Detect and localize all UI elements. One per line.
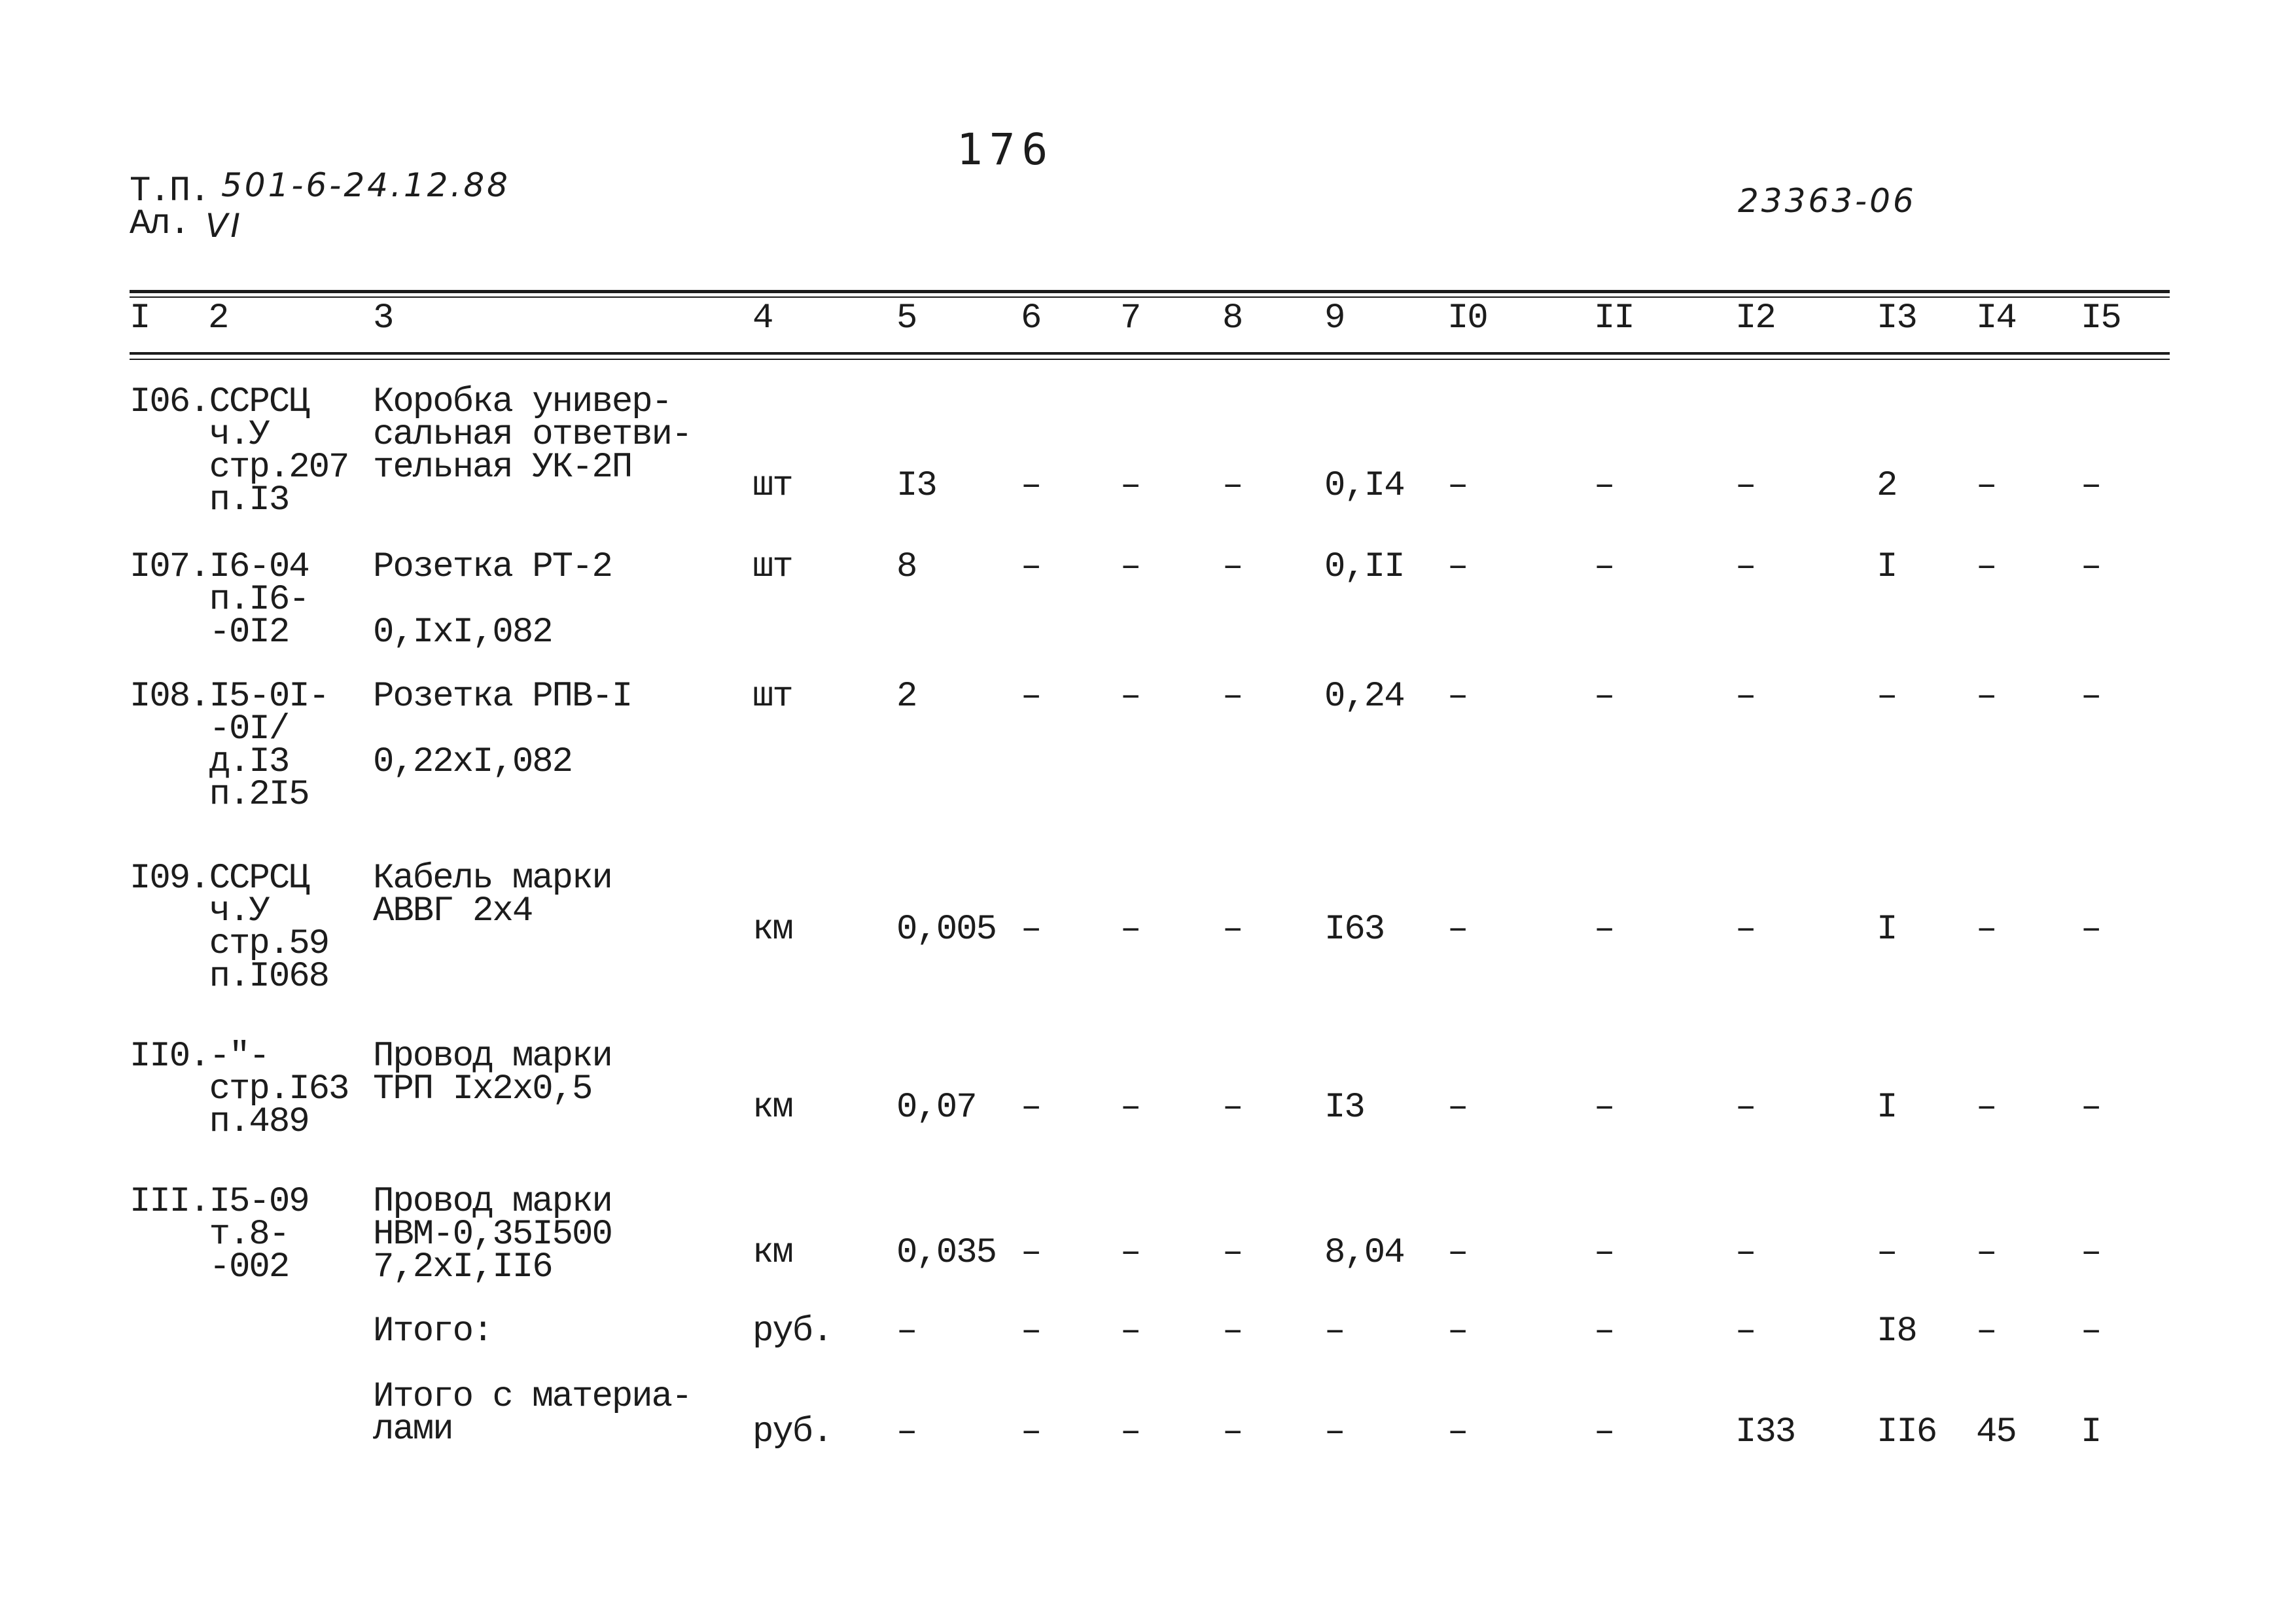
row-col-15: I [2081, 1412, 2101, 1452]
page-number: 176 [957, 124, 1055, 175]
row-col-10: – [1447, 677, 1468, 717]
row-col-14: – [1976, 1233, 1996, 1273]
row-col-11: – [1594, 910, 1614, 950]
column-header-14: I4 [1976, 298, 2016, 338]
row-col-12: – [1735, 466, 1756, 506]
row-col-11: – [1594, 547, 1614, 587]
row-col-11: – [1594, 1311, 1614, 1351]
row-col-8: – [1222, 910, 1243, 950]
row-col-10: – [1447, 910, 1468, 950]
row-col-10: – [1447, 1233, 1468, 1273]
row-col-6: – [1021, 1088, 1041, 1128]
row-col-10: – [1447, 1088, 1468, 1128]
row-col-7: – [1120, 1088, 1140, 1128]
row-description-note: 0,22xI,082 [373, 742, 573, 782]
row-col-8: – [1222, 1311, 1243, 1351]
row-reference: I06.ССРСЦ ч.У стр.207 п.I3 [130, 382, 349, 520]
row-unit: шт [752, 677, 792, 717]
row-description: Итого с материа- лами [373, 1377, 692, 1450]
row-col-9: – [1324, 1311, 1345, 1351]
row-col-7: – [1120, 466, 1140, 506]
row-col-14: – [1976, 466, 1996, 506]
row-col-12: – [1735, 1311, 1756, 1351]
row-col-9: – [1324, 1412, 1345, 1452]
row-col-15: – [2081, 547, 2101, 587]
column-header-10: I0 [1447, 298, 1487, 338]
row-col-6: – [1021, 1311, 1041, 1351]
row-col-9: 0,I4 [1324, 466, 1404, 506]
row-col-8: – [1222, 1233, 1243, 1273]
row-description: Итого: [373, 1311, 493, 1351]
row-col-5: 0,07 [896, 1088, 976, 1128]
row-col-5: 2 [896, 677, 917, 717]
row-col-5: – [896, 1412, 917, 1452]
row-reference: I09.ССРСЦ ч.У стр.59 п.I068 [130, 859, 329, 997]
row-col-15: – [2081, 466, 2101, 506]
row-reference: II0.-"- стр.I63 п.489 [130, 1037, 349, 1142]
row-col-14: 45 [1976, 1412, 2016, 1452]
row-col-7: – [1120, 1233, 1140, 1273]
row-col-12: I33 [1735, 1412, 1795, 1452]
column-header-3: 3 [373, 298, 393, 338]
row-col-9: 8,04 [1324, 1233, 1404, 1273]
row-col-13: – [1877, 677, 1897, 717]
column-header-13: I3 [1877, 298, 1916, 338]
row-col-11: – [1594, 1412, 1614, 1452]
row-col-15: – [2081, 1311, 2101, 1351]
row-col-13: I [1877, 910, 1897, 950]
row-col-7: – [1120, 910, 1140, 950]
row-col-9: I3 [1324, 1088, 1364, 1128]
row-description: Провод марки НВМ-0,35I500 7,2xI,II6 [373, 1182, 612, 1287]
row-description: Провод марки ТРП Ix2x0,5 [373, 1037, 612, 1109]
row-unit: км [752, 910, 792, 950]
row-col-7: – [1120, 677, 1140, 717]
row-reference: III.I5-09 т.8- -002 [130, 1182, 309, 1287]
row-col-9: I63 [1324, 910, 1385, 950]
row-reference: I08.I5-0I- -0I/ д.I3 п.2I5 [130, 677, 329, 815]
row-col-13: I8 [1877, 1311, 1916, 1351]
column-header-2: 2 [208, 298, 228, 338]
tp-value: 501-6-24.12.88 [221, 166, 510, 204]
row-description-note: 0,IxI,082 [373, 613, 552, 652]
table-top-rule [130, 290, 2170, 293]
row-col-15: – [2081, 677, 2101, 717]
row-col-10: – [1447, 1412, 1468, 1452]
column-header-7: 7 [1120, 298, 1140, 338]
column-header-4: 4 [752, 298, 773, 338]
row-col-10: – [1447, 466, 1468, 506]
row-col-7: – [1120, 547, 1140, 587]
column-header-9: 9 [1324, 298, 1345, 338]
column-header-8: 8 [1222, 298, 1243, 338]
row-col-5: 0,005 [896, 910, 997, 950]
column-header-5: 5 [896, 298, 917, 338]
tp-label: Т.П. [130, 171, 209, 211]
row-col-14: – [1976, 677, 1996, 717]
row-col-13: I [1877, 547, 1897, 587]
row-col-12: – [1735, 1233, 1756, 1273]
album-value: VI [205, 207, 243, 245]
row-col-13: – [1877, 1233, 1897, 1273]
column-header-11: II [1594, 298, 1634, 338]
row-col-6: – [1021, 466, 1041, 506]
row-col-12: – [1735, 677, 1756, 717]
row-col-13: II6 [1877, 1412, 1937, 1452]
row-unit: шт [752, 466, 792, 506]
row-col-8: – [1222, 1412, 1243, 1452]
row-col-15: – [2081, 1233, 2101, 1273]
row-col-12: – [1735, 547, 1756, 587]
row-unit: руб. [752, 1412, 832, 1452]
table-top-rule-2 [130, 296, 2170, 298]
row-col-14: – [1976, 1088, 1996, 1128]
row-col-5: I3 [896, 466, 936, 506]
row-col-14: – [1976, 1311, 1996, 1351]
row-unit: км [752, 1088, 792, 1128]
row-col-8: – [1222, 1088, 1243, 1128]
header-bottom-rule [130, 352, 2170, 355]
row-col-6: – [1021, 677, 1041, 717]
row-col-10: – [1447, 547, 1468, 587]
document-code: 23363-06 [1738, 182, 1916, 220]
row-col-7: – [1120, 1311, 1140, 1351]
row-col-13: 2 [1877, 466, 1897, 506]
album-label: Ал. [130, 204, 190, 244]
header-bottom-rule-2 [130, 359, 2170, 360]
row-col-12: – [1735, 1088, 1756, 1128]
row-col-14: – [1976, 910, 1996, 950]
row-col-11: – [1594, 466, 1614, 506]
row-col-11: – [1594, 1233, 1614, 1273]
row-col-6: – [1021, 547, 1041, 587]
row-col-9: 0,II [1324, 547, 1404, 587]
row-col-6: – [1021, 1412, 1041, 1452]
row-description: Розетка РТ-2 [373, 547, 612, 587]
row-description: Розетка РПВ-I [373, 677, 632, 717]
column-header-12: I2 [1735, 298, 1775, 338]
row-col-15: – [2081, 910, 2101, 950]
row-reference: I07.I6-04 п.I6- -0I2 [130, 547, 309, 652]
row-col-11: – [1594, 677, 1614, 717]
column-header-1: I [130, 298, 150, 338]
row-unit: руб. [752, 1311, 832, 1351]
row-col-5: 0,035 [896, 1233, 997, 1273]
row-col-12: – [1735, 910, 1756, 950]
row-col-13: I [1877, 1088, 1897, 1128]
column-header-15: I5 [2081, 298, 2121, 338]
row-col-15: – [2081, 1088, 2101, 1128]
row-col-8: – [1222, 547, 1243, 587]
row-col-14: – [1976, 547, 1996, 587]
row-col-5: 8 [896, 547, 917, 587]
row-col-8: – [1222, 677, 1243, 717]
row-col-10: – [1447, 1311, 1468, 1351]
row-col-8: – [1222, 466, 1243, 506]
column-header-6: 6 [1021, 298, 1041, 338]
row-col-7: – [1120, 1412, 1140, 1452]
row-unit: шт [752, 547, 792, 587]
row-description: Коробка универ- сальная ответви- тельная УК-2П [373, 382, 692, 488]
row-unit: км [752, 1233, 792, 1273]
row-description: Кабель марки АВВГ 2x4 [373, 859, 612, 931]
row-col-9: 0,24 [1324, 677, 1404, 717]
row-col-11: – [1594, 1088, 1614, 1128]
row-col-6: – [1021, 1233, 1041, 1273]
row-col-5: – [896, 1311, 917, 1351]
row-col-6: – [1021, 910, 1041, 950]
